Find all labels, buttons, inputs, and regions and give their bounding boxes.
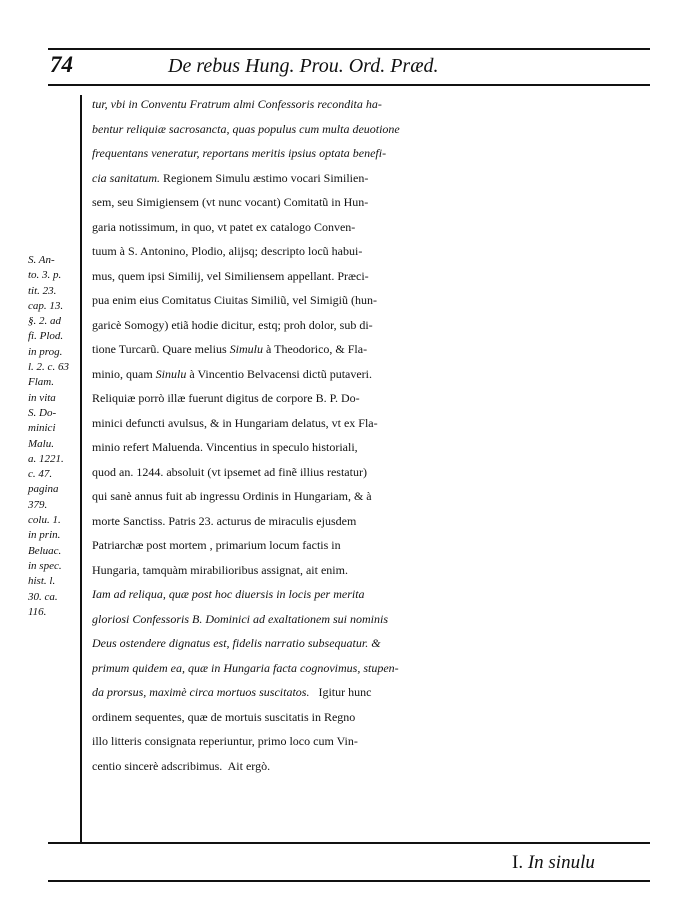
italic-text-run: cia sanitatum.	[92, 170, 160, 185]
margin-note-line: in spec.	[28, 559, 62, 572]
roman-text-run: centio sincerè adscribimus. Ait ergò.	[92, 758, 271, 773]
italic-text-run: Deus ostendere dignatus est, fidelis narratio subsequatur. &	[92, 636, 381, 650]
italic-text-run: primum quidem ea, quæ in Hungaria facta cognovimus, stupen-	[92, 660, 399, 675]
roman-text-run: ordinem sequentes, quæ de mortuis suscitatis in Regno	[92, 709, 356, 724]
text-line	[92, 631, 652, 656]
text-line	[92, 729, 652, 754]
italic-text-run: frequentans veneratur, reportans meritis ipsius optata benefi-	[92, 146, 387, 160]
roman-text-run: morte Sanctiss. Patris 23. acturus de miraculis ejusdem	[92, 513, 357, 528]
roman-text-run: Patriarchæ post mortem , primarium locum factis in	[92, 538, 341, 552]
text-line	[92, 215, 652, 240]
margin-note-line: S. Do-	[28, 406, 57, 419]
italic-text-run: Iam ad reliqua, quæ post hoc diuersis in locis per merita	[92, 587, 365, 601]
margin-note-line: pagina	[28, 483, 59, 496]
margin-note-line: minici	[28, 422, 56, 435]
footer-bottom-rule	[48, 880, 650, 882]
text-line	[92, 264, 652, 289]
text-line	[92, 656, 652, 681]
margin-note-line: Flam.	[28, 376, 54, 389]
text-line	[92, 239, 652, 264]
italic-text-run: da prorsus, maximè circa mortuos suscitatos.	[92, 685, 310, 699]
margin-note-line: colu. 1.	[28, 514, 61, 527]
text-line	[92, 558, 652, 583]
marginal-notes	[28, 253, 78, 620]
text-line	[92, 166, 652, 191]
text-line	[92, 141, 652, 166]
margin-note-line: fi. Plod.	[28, 330, 64, 343]
text-line	[92, 484, 652, 509]
catchword-numeral: I.	[512, 852, 524, 873]
roman-text-run: tione Turcarũ. Quare melius	[92, 342, 230, 356]
text-line	[92, 337, 652, 362]
roman-text-run: qui sanè annus fuit ab ingressu Ordinis in Hungariam, & à	[92, 489, 372, 503]
roman-text-run: Regionem Simulu æstimo vocari Similien-	[160, 170, 369, 185]
text-line	[92, 313, 652, 338]
italic-text-run: tur, vbi in Conventu Fratrum almi Confessoris recondita ha-	[92, 97, 382, 111]
roman-text-run: garicè Somogy) etiã hodie dicitur, estq; proh dolor, sub di-	[92, 317, 373, 332]
margin-note-line: tit. 23.	[28, 284, 57, 297]
margin-note-line: hist. l.	[28, 575, 56, 588]
text-line	[92, 509, 652, 534]
roman-text-run: Reliquiæ porrò illæ fuerunt digitus de corpore B. P. Do-	[92, 391, 360, 405]
roman-text-run: Igitur hunc	[309, 685, 372, 699]
margin-note-line: to. 3. p.	[28, 269, 62, 282]
roman-text-run: minio refert Maluenda. Vincentius in speculo historiali,	[92, 440, 358, 454]
italic-text-run: gloriosi Confessoris B. Dominici ad exaltationem sui nominis	[92, 611, 388, 626]
roman-text-run: à Vincentio Belvacensi dictũ putaveri.	[186, 366, 373, 381]
text-line	[92, 190, 652, 215]
body-text	[92, 92, 652, 778]
margin-note-line: in prin.	[28, 529, 61, 542]
text-line	[92, 386, 652, 411]
margin-note-line: 30. ca.	[28, 590, 58, 603]
catchword	[512, 852, 595, 874]
roman-text-run: minio, quam	[92, 366, 156, 381]
margin-note-line: cap. 13.	[28, 299, 64, 312]
text-line	[92, 362, 652, 387]
text-line	[92, 92, 652, 117]
italic-text-run: Simulu	[229, 342, 263, 356]
roman-text-run: Hungaria, tamquàm mirabilioribus assignat, ait enim.	[92, 562, 348, 577]
margin-note-line: 379.	[28, 498, 48, 511]
margin-note-line: S. An-	[28, 254, 55, 266]
text-line	[92, 117, 652, 142]
running-title: De rebus Hung. Prou. Ord. Præd.	[168, 55, 439, 77]
roman-text-run: à Theodorico, & Fla-	[263, 342, 368, 356]
text-line	[92, 460, 652, 485]
margin-note-line: §. 2. ad	[28, 315, 61, 328]
margin-note-line: l. 2. c. 63	[28, 361, 69, 374]
margin-note-line: Malu.	[28, 437, 54, 450]
margin-note-line: in vita	[28, 391, 56, 404]
margin-note-line: in prog.	[28, 345, 63, 358]
text-line	[92, 754, 652, 779]
roman-text-run: minici defuncti avulsus, & in Hungariam delatus, vt ex Fla-	[92, 415, 378, 430]
text-line	[92, 680, 652, 705]
text-line	[92, 411, 652, 436]
text-line	[92, 582, 652, 607]
roman-text-run: garia notissimum, in quo, vt patet ex catalogo Conven-	[92, 219, 356, 234]
text-line	[92, 705, 652, 730]
roman-text-run: tuum à S. Antonino, Plodio, alijsq; descripto locũ habui-	[92, 244, 363, 258]
roman-text-run: mus, quem ipsi Similij, vel Similiensem appellant. Præci-	[92, 268, 369, 283]
text-line	[92, 435, 652, 460]
text-line	[92, 288, 652, 313]
header-top-rule	[48, 48, 650, 50]
margin-column-rule	[80, 95, 82, 843]
italic-text-run: Sinulu	[155, 366, 187, 381]
roman-text-run: sem, seu Simigiensem (vt nunc vocant) Comitatũ in Hun-	[92, 195, 369, 209]
roman-text-run: pua enim eius Comitatus Ciuitas Similiũ, vel Simigiũ (hun-	[92, 293, 377, 307]
footer-top-rule	[48, 842, 650, 844]
italic-text-run: bentur reliquiæ sacrosancta, quas populus cum multa deuotione	[92, 121, 400, 136]
roman-text-run: quod an. 1244. absoluit (vt ipsemet ad finẽ illius restatur)	[92, 464, 367, 479]
margin-note-line: Beluac.	[28, 544, 62, 557]
catchword-word: In sinulu	[527, 852, 595, 873]
text-line	[92, 533, 652, 558]
margin-note-line: c. 47.	[28, 468, 53, 481]
roman-text-run: illo litteris consignata reperiuntur, primo loco cum Vin-	[92, 734, 358, 748]
text-line	[92, 607, 652, 632]
header-bottom-rule	[48, 84, 650, 86]
page-number: 74	[50, 52, 73, 77]
margin-note-line: 116.	[28, 605, 47, 618]
margin-note-line: a. 1221.	[28, 452, 64, 465]
